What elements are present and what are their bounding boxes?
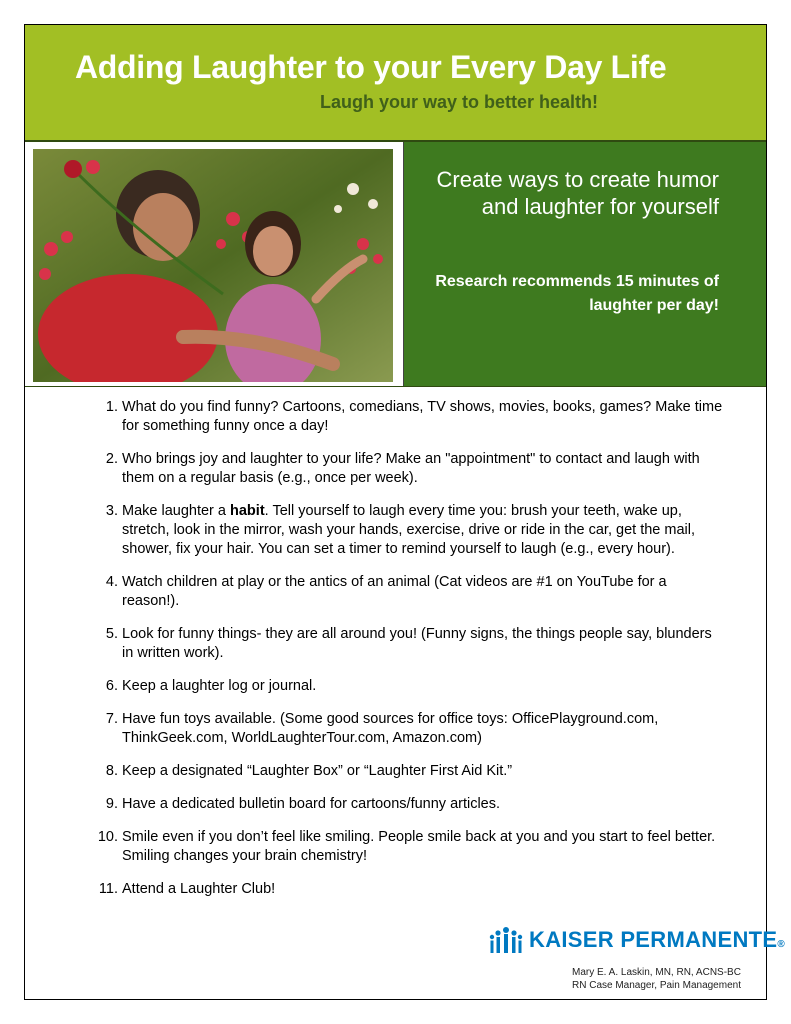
list-number: 9.	[105, 796, 118, 812]
list-text: Have fun toys available. (Some good sources for office toys: OfficePlayground.com, ThinkGeek.com, WorldLaughterTour.com, Amazon.com)	[122, 711, 659, 746]
list-number: 1.	[105, 399, 118, 415]
author-role: RN Case Manager, Pain Management	[572, 980, 741, 991]
header-banner	[25, 25, 766, 142]
list-text: What do you find funny? Cartoons, comedians, TV shows, movies, books, games? Make time for something funny once a day!	[122, 399, 723, 434]
emphasis-word: habit	[230, 503, 265, 519]
list-text-start: Make laughter a	[122, 503, 231, 519]
research-note: Research recommends 15 minutes of laughter per day!	[435, 273, 719, 314]
tips-list	[96, 398, 726, 913]
hero-section	[25, 142, 766, 387]
list-text-end: . Tell yourself to laugh every time you: brush your teeth, wake up, stretch, look in the mirror, wash your hands, exercise, drive or ride in the car, get the mail, shower, fix your hair. You can set a timer to remind yourself to laugh (e.g., every hour).	[122, 503, 696, 557]
list-text: Keep a laughter log or journal.	[122, 678, 317, 694]
kaiser-permanente-logo	[489, 925, 786, 955]
list-item	[96, 710, 726, 748]
list-item	[96, 625, 726, 663]
list-text: Have a dedicated bulletin board for cartoons/funny articles.	[122, 796, 501, 812]
laughing-women-photo	[33, 149, 393, 382]
list-text: Look for funny things- they are all around you! (Funny signs, the things people say, blunders in written work).	[122, 626, 712, 661]
list-number: 2.	[105, 451, 118, 467]
list-item	[96, 762, 726, 781]
list-item	[96, 398, 726, 436]
hero-tagline: Create ways to create humor and laughter for yourself	[436, 167, 719, 219]
list-item	[96, 573, 726, 611]
author-credit	[572, 966, 741, 992]
list-number: 10.	[97, 829, 118, 845]
list-number: 7.	[105, 711, 118, 727]
page-subtitle: Laugh your way to better health!	[320, 92, 599, 112]
list-text: Who brings joy and laughter to your life? Make an "appointment" to contact and laugh with them on a regular basis (e.g., once per week).	[122, 451, 700, 486]
list-item	[96, 450, 726, 488]
list-item	[96, 502, 726, 559]
list-number: 3.	[105, 503, 118, 519]
list-text: Attend a Laughter Club!	[122, 881, 276, 897]
list-number: 8.	[105, 763, 118, 779]
list-item	[96, 828, 726, 866]
logo-wordmark	[529, 927, 785, 953]
page-title: Adding Laughter to your Every Day Life	[75, 49, 667, 85]
list-text: Keep a designated “Laughter Box” or “Laughter First Aid Kit.”	[122, 763, 513, 779]
list-text	[122, 502, 726, 559]
list-number: 5.	[105, 626, 118, 642]
list-text: Watch children at play or the antics of an animal (Cat videos are #1 on YouTube for a reason!).	[122, 574, 667, 609]
list-number: 4.	[105, 574, 118, 590]
list-item	[96, 880, 726, 899]
list-text: Smile even if you don’t feel like smiling. People smile back at you and you start to feel better. Smiling changes your brain chemistry!	[122, 829, 716, 864]
list-number: 11.	[98, 881, 118, 897]
message-panel	[404, 142, 766, 386]
photo-frame	[25, 142, 404, 386]
list-item	[96, 795, 726, 814]
author-name: Mary E. A. Laskin, MN, RN, ACNS-BC	[572, 967, 741, 978]
kp-symbol-icon	[489, 926, 523, 954]
list-item	[96, 677, 726, 696]
logo-text: KAISER PERMANENTE	[529, 927, 778, 952]
list-number: 6.	[105, 678, 118, 694]
registered-mark: ®	[777, 939, 786, 950]
